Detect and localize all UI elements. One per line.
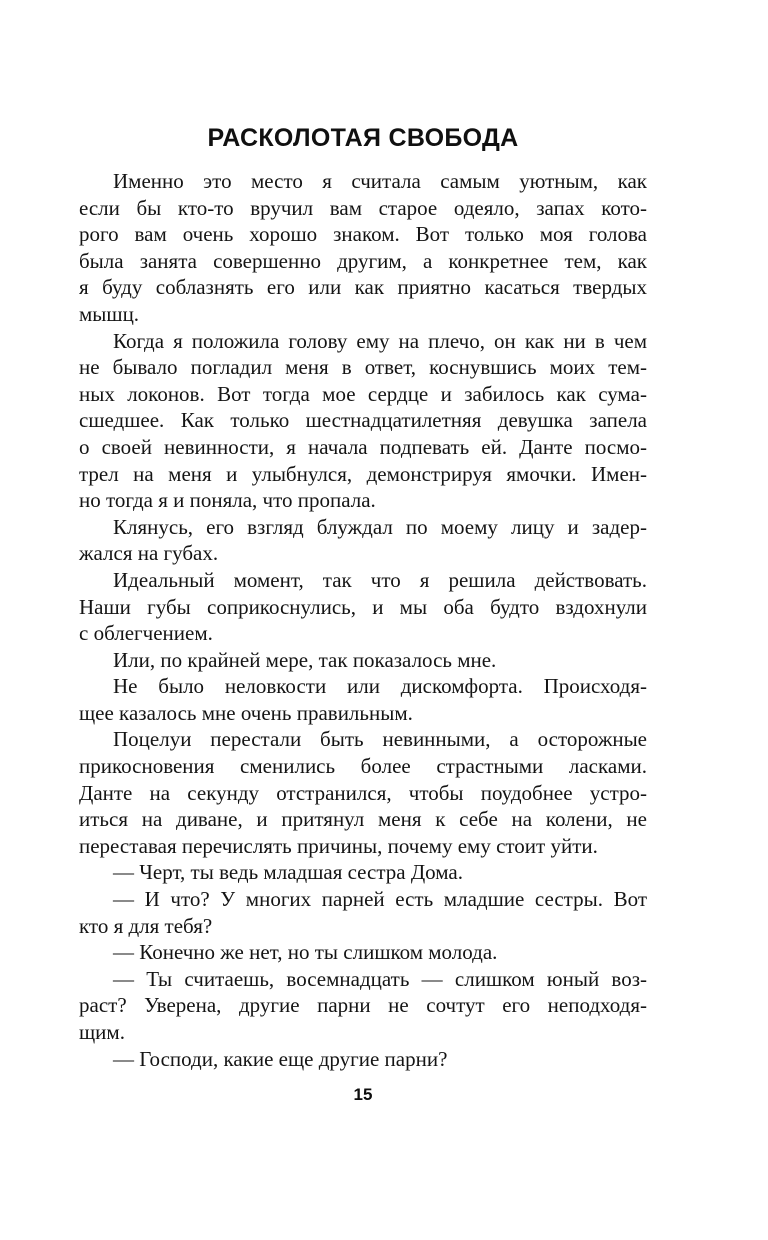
page-number: 15 <box>353 1085 373 1105</box>
paragraph <box>79 673 647 726</box>
text-line: была занята совершенно другим, а конкретнее тем, как <box>79 248 647 273</box>
text-line: щее казалось мне очень правильным. <box>79 700 413 725</box>
paragraph <box>79 647 647 674</box>
text-line: раст? Уверена, другие парни не сочтут его неподходя- <box>79 993 647 1018</box>
text-line: Клянусь, его взгляд блуждал по моему лицу и задер- <box>113 514 647 539</box>
text-line: но тогда я и поняла, что пропала. <box>79 488 376 513</box>
paragraph-dialogue <box>79 859 647 886</box>
text-line: — Конечно же нет, но ты слишком молода. <box>113 940 498 965</box>
paragraph <box>79 328 647 514</box>
text-line: трел на меня и улыбнулся, демонстрируя ямочки. Имен- <box>79 461 647 486</box>
text-line: переставая перечислять причины, почему ему стоит уйти. <box>79 833 598 858</box>
paragraph-dialogue <box>79 1046 647 1073</box>
text-line: — Господи, какие еще другие парни? <box>113 1046 448 1071</box>
text-line: сшедшее. Как только шестнадцатилетняя девушка запела <box>79 408 647 433</box>
text-line: с облегчением. <box>79 621 213 646</box>
text-line: Именно это место я считала самым уютным, как <box>113 169 647 193</box>
text-line: — Ты считаешь, восемнадцать — слишком юный воз- <box>113 966 647 991</box>
text-line: ных локонов. Вот тогда мое сердце и забилось как сума- <box>79 381 647 406</box>
text-line: Не было неловкости или дискомфорта. Происходя- <box>113 674 647 699</box>
paragraph-dialogue <box>79 886 647 939</box>
text-line: если бы кто-то вручил вам старое одеяло, запах кото- <box>79 195 647 220</box>
text-line: Наши губы соприкоснулись, и мы оба будто вздохнули <box>79 594 647 619</box>
text-line: щим. <box>79 1020 125 1044</box>
text-line: мышц. <box>79 301 140 326</box>
text-line: кто я для тебя? <box>79 913 213 938</box>
paragraph <box>79 168 647 328</box>
text-line: жался на губах. <box>79 541 219 566</box>
text-line: я буду соблазнять его или как приятно касаться твердых <box>79 275 647 300</box>
paragraph <box>79 514 647 567</box>
text-line: Или, по крайней мере, так показалось мне. <box>113 647 497 672</box>
text-line: — Черт, ты ведь младшая сестра Дома. <box>113 860 463 885</box>
body-text <box>79 168 647 1072</box>
text-line: о своей невинности, я начала подпевать ей. Данте посмо- <box>79 434 647 459</box>
text-line: прикосновения сменились более страстными ласками. <box>79 754 647 779</box>
chapter-title: РАСКОЛОТАЯ СВОБОДА <box>207 124 519 152</box>
text-line: рого вам очень хорошо знаком. Вот только моя голова <box>79 222 647 247</box>
text-line: Данте на секунду отстранился, чтобы поудобнее устро- <box>79 780 647 805</box>
text-line: Идеальный момент, так что я решила действовать. <box>113 567 647 592</box>
paragraph <box>79 567 647 647</box>
text-line: Поцелуи перестали быть невинными, а осторожные <box>113 727 647 752</box>
text-line: иться на диване, и притянул меня к себе на колени, не <box>79 807 647 832</box>
paragraph <box>79 726 647 859</box>
text-line: не бывало погладил меня в ответ, коснувшись моих тем- <box>79 355 647 380</box>
paragraph-dialogue <box>79 939 647 966</box>
text-line: — И что? У многих парней есть младшие сестры. Вот <box>113 887 647 912</box>
paragraph-dialogue <box>79 966 647 1046</box>
text-line: Когда я положила голову ему на плечо, он как ни в чем <box>113 328 647 353</box>
